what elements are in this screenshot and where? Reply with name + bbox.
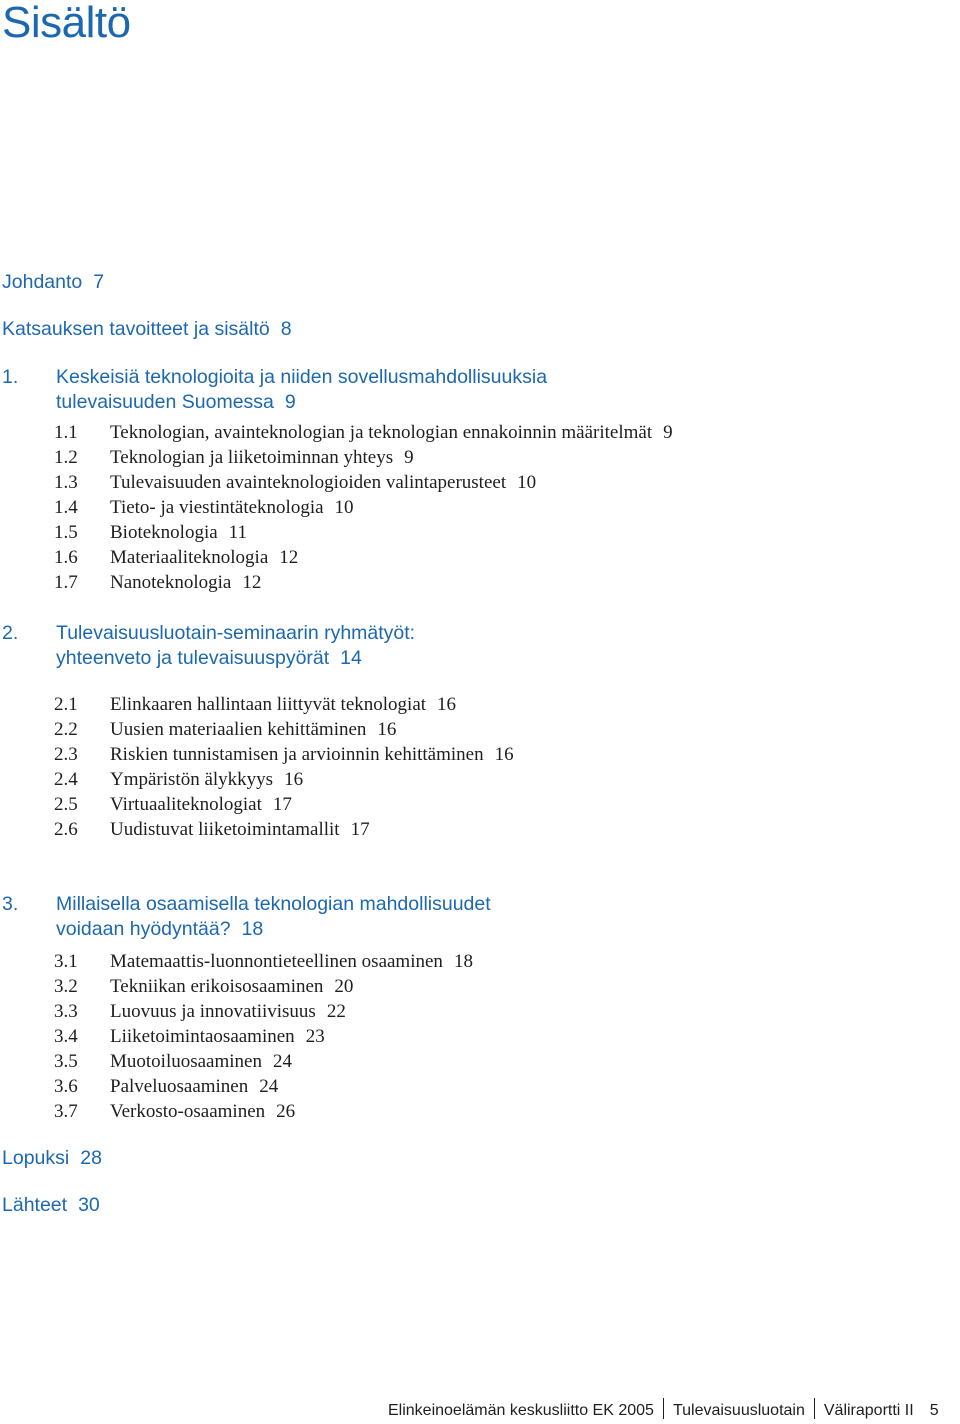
item-number: 3.6 [54,1076,78,1097]
item-page: 16 [377,719,397,740]
toc-entry-page: 30 [78,1194,100,1216]
item-label: Nanoteknologia [110,572,232,593]
footer-series: Tulevaisuusluotain [672,1402,805,1419]
page-number: 5 [929,1402,939,1419]
section-page: 18 [241,918,264,940]
item-label: Ympäristön älykkyys [110,769,274,790]
toc-entry-label: Johdanto [2,271,83,293]
item-page: 12 [279,547,299,568]
toc-section-1-heading[interactable] [2,365,702,415]
item-label: Liiketoimintaosaaminen [110,1026,295,1047]
toc-item-3-2[interactable] [54,974,353,999]
item-number: 2.2 [54,719,78,740]
item-number: 2.4 [54,769,78,790]
item-page: 23 [305,1026,325,1047]
toc-item-1-1[interactable] [54,420,673,445]
item-page: 20 [334,976,354,997]
toc-item-1-4[interactable] [54,495,354,520]
item-page: 17 [272,794,292,815]
item-page: 18 [453,951,473,972]
item-label: Muotoiluosaaminen [110,1051,262,1072]
item-number: 2.1 [54,694,78,715]
item-page: 10 [334,497,354,518]
item-number: 3.2 [54,976,78,997]
toc-item-1-5[interactable] [54,520,247,545]
item-page: 9 [404,447,414,468]
section-page: 14 [340,647,362,669]
toc-item-2-4[interactable] [54,767,303,792]
item-page: 9 [663,422,673,443]
section-title-line2: tulevaisuuden Suomessa [56,391,274,413]
item-label: Matemaattis-luonnontieteellinen osaaminen [110,951,443,972]
toc-entry-lahteet[interactable] [2,1193,100,1218]
item-number: 3.5 [54,1051,78,1072]
toc-entry-label: Katsauksen tavoitteet ja sisältö [2,318,270,340]
toc-entry-label: Lopuksi [2,1147,70,1169]
toc-item-2-2[interactable] [54,717,396,742]
item-page: 16 [437,694,457,715]
item-page: 24 [259,1076,279,1097]
item-label: Uudistuvat liiketoimintamallit [110,819,340,840]
toc-entry-label: Lähteet [2,1194,68,1216]
toc-entry-johdanto[interactable] [2,270,104,295]
section-title-line1: Millaisella osaamisella teknologian mahdollisuudet [56,893,491,915]
item-number: 2.3 [54,744,78,765]
toc-entry-katsaus[interactable] [2,317,292,342]
item-page: 16 [284,769,304,790]
item-number: 3.4 [54,1026,78,1047]
item-label: Virtuaaliteknologiat [110,794,262,815]
toc-entry-page: 7 [93,271,105,293]
item-page: 26 [276,1101,296,1122]
item-label: Tieto- ja viestintäteknologia [110,497,324,518]
item-label: Elinkaaren hallintaan liittyvät teknologiat [110,694,427,715]
toc-item-1-6[interactable] [54,545,298,570]
item-number: 3.7 [54,1101,78,1122]
item-page: 11 [228,522,247,543]
item-number: 1.1 [54,422,78,443]
toc-item-1-3[interactable] [54,470,536,495]
toc-entry-page: 28 [80,1147,102,1169]
item-number: 1.6 [54,547,78,568]
section-number: 2. [2,622,19,644]
toc-item-3-3[interactable] [54,999,346,1024]
toc-item-1-2[interactable] [54,445,414,470]
toc-item-3-1[interactable] [54,949,473,974]
section-title-line1: Keskeisiä teknologioita ja niiden sovellusmahdollisuuksia [56,366,548,388]
toc-entry-page: 8 [280,318,292,340]
item-number: 1.7 [54,572,78,593]
toc-item-3-6[interactable] [54,1074,278,1099]
toc-item-3-4[interactable] [54,1024,325,1049]
section-page: 9 [284,391,296,413]
toc-section-2-heading[interactable] [2,621,702,671]
item-page: 16 [494,744,514,765]
item-page: 22 [326,1001,346,1022]
footer-report: Väliraportti II [823,1402,914,1419]
item-label: Uusien materiaalien kehittäminen [110,719,367,740]
item-label: Teknologian, avainteknologian ja teknologian ennakoinnin määritelmät [110,422,653,443]
toc-item-2-5[interactable] [54,792,292,817]
item-number: 2.5 [54,794,78,815]
item-number: 2.6 [54,819,78,840]
item-page: 17 [350,819,370,840]
section-title-line2: yhteenveto ja tulevaisuuspyörät [56,647,330,669]
toc-item-2-1[interactable] [54,692,456,717]
item-label: Bioteknologia [110,522,218,543]
section-title-line2: voidaan hyödyntää? [56,918,231,940]
item-label: Tekniikan erikoisosaaminen [110,976,324,997]
item-page: 24 [272,1051,292,1072]
toc-item-2-6[interactable] [54,817,370,842]
item-number: 1.2 [54,447,78,468]
page-title: Sisältö [2,0,131,47]
item-page: 10 [517,472,537,493]
item-label: Teknologian ja liiketoiminnan yhteys [110,447,394,468]
toc-section-3-heading[interactable] [2,892,702,942]
toc-item-3-5[interactable] [54,1049,292,1074]
toc-item-3-7[interactable] [54,1099,295,1124]
footer-divider [663,1398,664,1419]
footer-divider [814,1398,815,1419]
item-number: 1.3 [54,472,78,493]
section-number: 1. [2,366,19,388]
item-page: 12 [242,572,262,593]
item-label: Tulevaisuuden avainteknologioiden valintaperusteet [110,472,507,493]
item-number: 1.5 [54,522,78,543]
item-label: Riskien tunnistamisen ja arvioinnin kehittäminen [110,744,484,765]
section-title-line1: Tulevaisuusluotain-seminaarin ryhmätyöt: [56,622,416,644]
toc-item-1-7[interactable] [54,570,261,595]
item-number: 3.3 [54,1001,78,1022]
item-number: 1.4 [54,497,78,518]
toc-item-2-3[interactable] [54,742,514,767]
item-label: Luovuus ja innovatiivisuus [110,1001,316,1022]
item-label: Materiaaliteknologia [110,547,269,568]
toc-entry-lopuksi[interactable] [2,1146,102,1171]
item-label: Palveluosaaminen [110,1076,249,1097]
section-number: 3. [2,893,19,915]
page-footer [388,1398,939,1424]
footer-publisher: Elinkeinoelämän keskusliitto EK 2005 [388,1402,654,1419]
item-number: 3.1 [54,951,78,972]
item-label: Verkosto-osaaminen [110,1101,266,1122]
